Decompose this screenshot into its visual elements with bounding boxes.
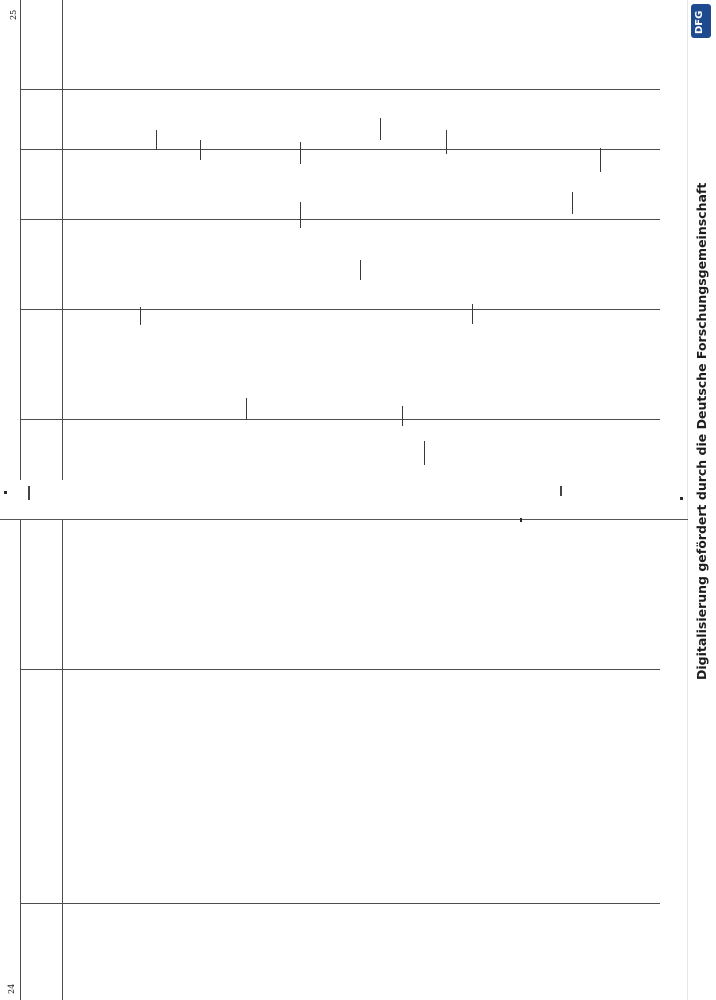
empty-entry-dash	[156, 130, 157, 150]
ledger-row	[149, 564, 158, 904]
ledger-row	[76, 564, 85, 904]
ledger-row	[523, 564, 532, 904]
ledger-row	[86, 564, 95, 904]
ledger-row	[554, 564, 563, 904]
ledger-row	[138, 564, 147, 904]
ledger-row	[190, 564, 199, 904]
top-rule-left	[20, 520, 21, 1000]
ledger-row	[658, 564, 667, 904]
ledger-row	[242, 564, 251, 904]
dfg-logo-icon: DFG	[691, 4, 711, 38]
ledger-row	[430, 564, 439, 904]
ledger-row	[440, 564, 449, 904]
empty-entry-dash	[200, 140, 201, 160]
ledger-row	[180, 564, 189, 904]
empty-entry-dash	[402, 406, 403, 426]
ledger-row	[211, 564, 220, 904]
ledger-row	[648, 564, 657, 904]
ledger-row	[638, 564, 647, 904]
page-number-right: 25	[9, 9, 18, 20]
ledger-row	[232, 564, 241, 904]
ledger-row	[107, 564, 116, 904]
ledger-row	[118, 564, 127, 904]
ledger-row	[544, 564, 553, 904]
ledger-row	[315, 564, 324, 904]
empty-entry-dash	[600, 148, 601, 172]
ledger-row	[471, 564, 480, 904]
empty-entry-dash	[380, 118, 381, 140]
ledger-row	[274, 564, 283, 904]
ledger-row	[450, 564, 459, 904]
column-divider	[20, 309, 660, 310]
ink-speck	[4, 491, 7, 494]
ledger-row	[513, 564, 522, 904]
ledger-row	[606, 564, 615, 904]
ledger-row	[294, 564, 303, 904]
ledger-row	[378, 564, 387, 904]
ledger-row	[336, 564, 345, 904]
column-divider	[20, 419, 660, 420]
empty-entry-dash	[300, 202, 301, 228]
ledger-row	[357, 564, 366, 904]
ledger-row	[346, 564, 355, 904]
empty-entry-dash	[472, 304, 473, 324]
ledger-row	[263, 564, 272, 904]
ledger-row	[222, 564, 231, 904]
empty-entry-dash	[446, 130, 447, 154]
ledger-row	[326, 564, 335, 904]
digitization-caption: Digitalisierung gefördert durch die Deutsche Forschungsgemeinschaft	[694, 182, 709, 680]
ledger-row	[284, 564, 293, 904]
ledger-row	[482, 564, 491, 904]
column-divider	[20, 219, 660, 220]
ledger-row	[170, 564, 179, 904]
ledger-row	[367, 564, 376, 904]
scan-mark	[560, 486, 562, 496]
ledger-row	[502, 564, 511, 904]
ledger-row	[461, 564, 470, 904]
ledger-row	[627, 564, 636, 904]
ledger-row	[159, 564, 168, 904]
empty-entry-dash	[300, 142, 301, 164]
ledger-row	[201, 564, 210, 904]
header-rule-left	[62, 520, 63, 1000]
empty-entry-dash	[140, 307, 141, 325]
page-number-left: 24	[7, 983, 16, 994]
ledger-row	[305, 564, 314, 904]
ledger-row	[669, 564, 678, 904]
scan-mark	[28, 486, 30, 500]
ink-speck	[520, 518, 522, 522]
ledger-row	[398, 564, 407, 904]
empty-entry-dash	[360, 260, 361, 280]
empty-entry-dash	[246, 398, 247, 420]
ledger-row	[492, 564, 501, 904]
ledger-row	[388, 564, 397, 904]
ledger-row	[586, 564, 595, 904]
digitization-banner	[687, 0, 716, 1000]
ledger-row	[575, 564, 584, 904]
ledger-row	[617, 564, 626, 904]
empty-entry-dash	[572, 192, 573, 214]
page-spine	[0, 519, 688, 520]
top-rule-right	[20, 0, 21, 480]
ledger-row	[253, 564, 262, 904]
header-rule-right	[62, 0, 63, 480]
ledger-row	[419, 564, 428, 904]
ledger-row	[565, 564, 574, 904]
ink-speck	[680, 497, 683, 500]
ledger-row	[128, 564, 137, 904]
column-divider	[20, 149, 660, 150]
ledger-row	[97, 564, 106, 904]
ledger-row	[409, 564, 418, 904]
ledger-row	[534, 564, 543, 904]
ledger-row	[596, 564, 605, 904]
column-divider	[20, 89, 660, 90]
empty-entry-dash	[424, 441, 425, 465]
